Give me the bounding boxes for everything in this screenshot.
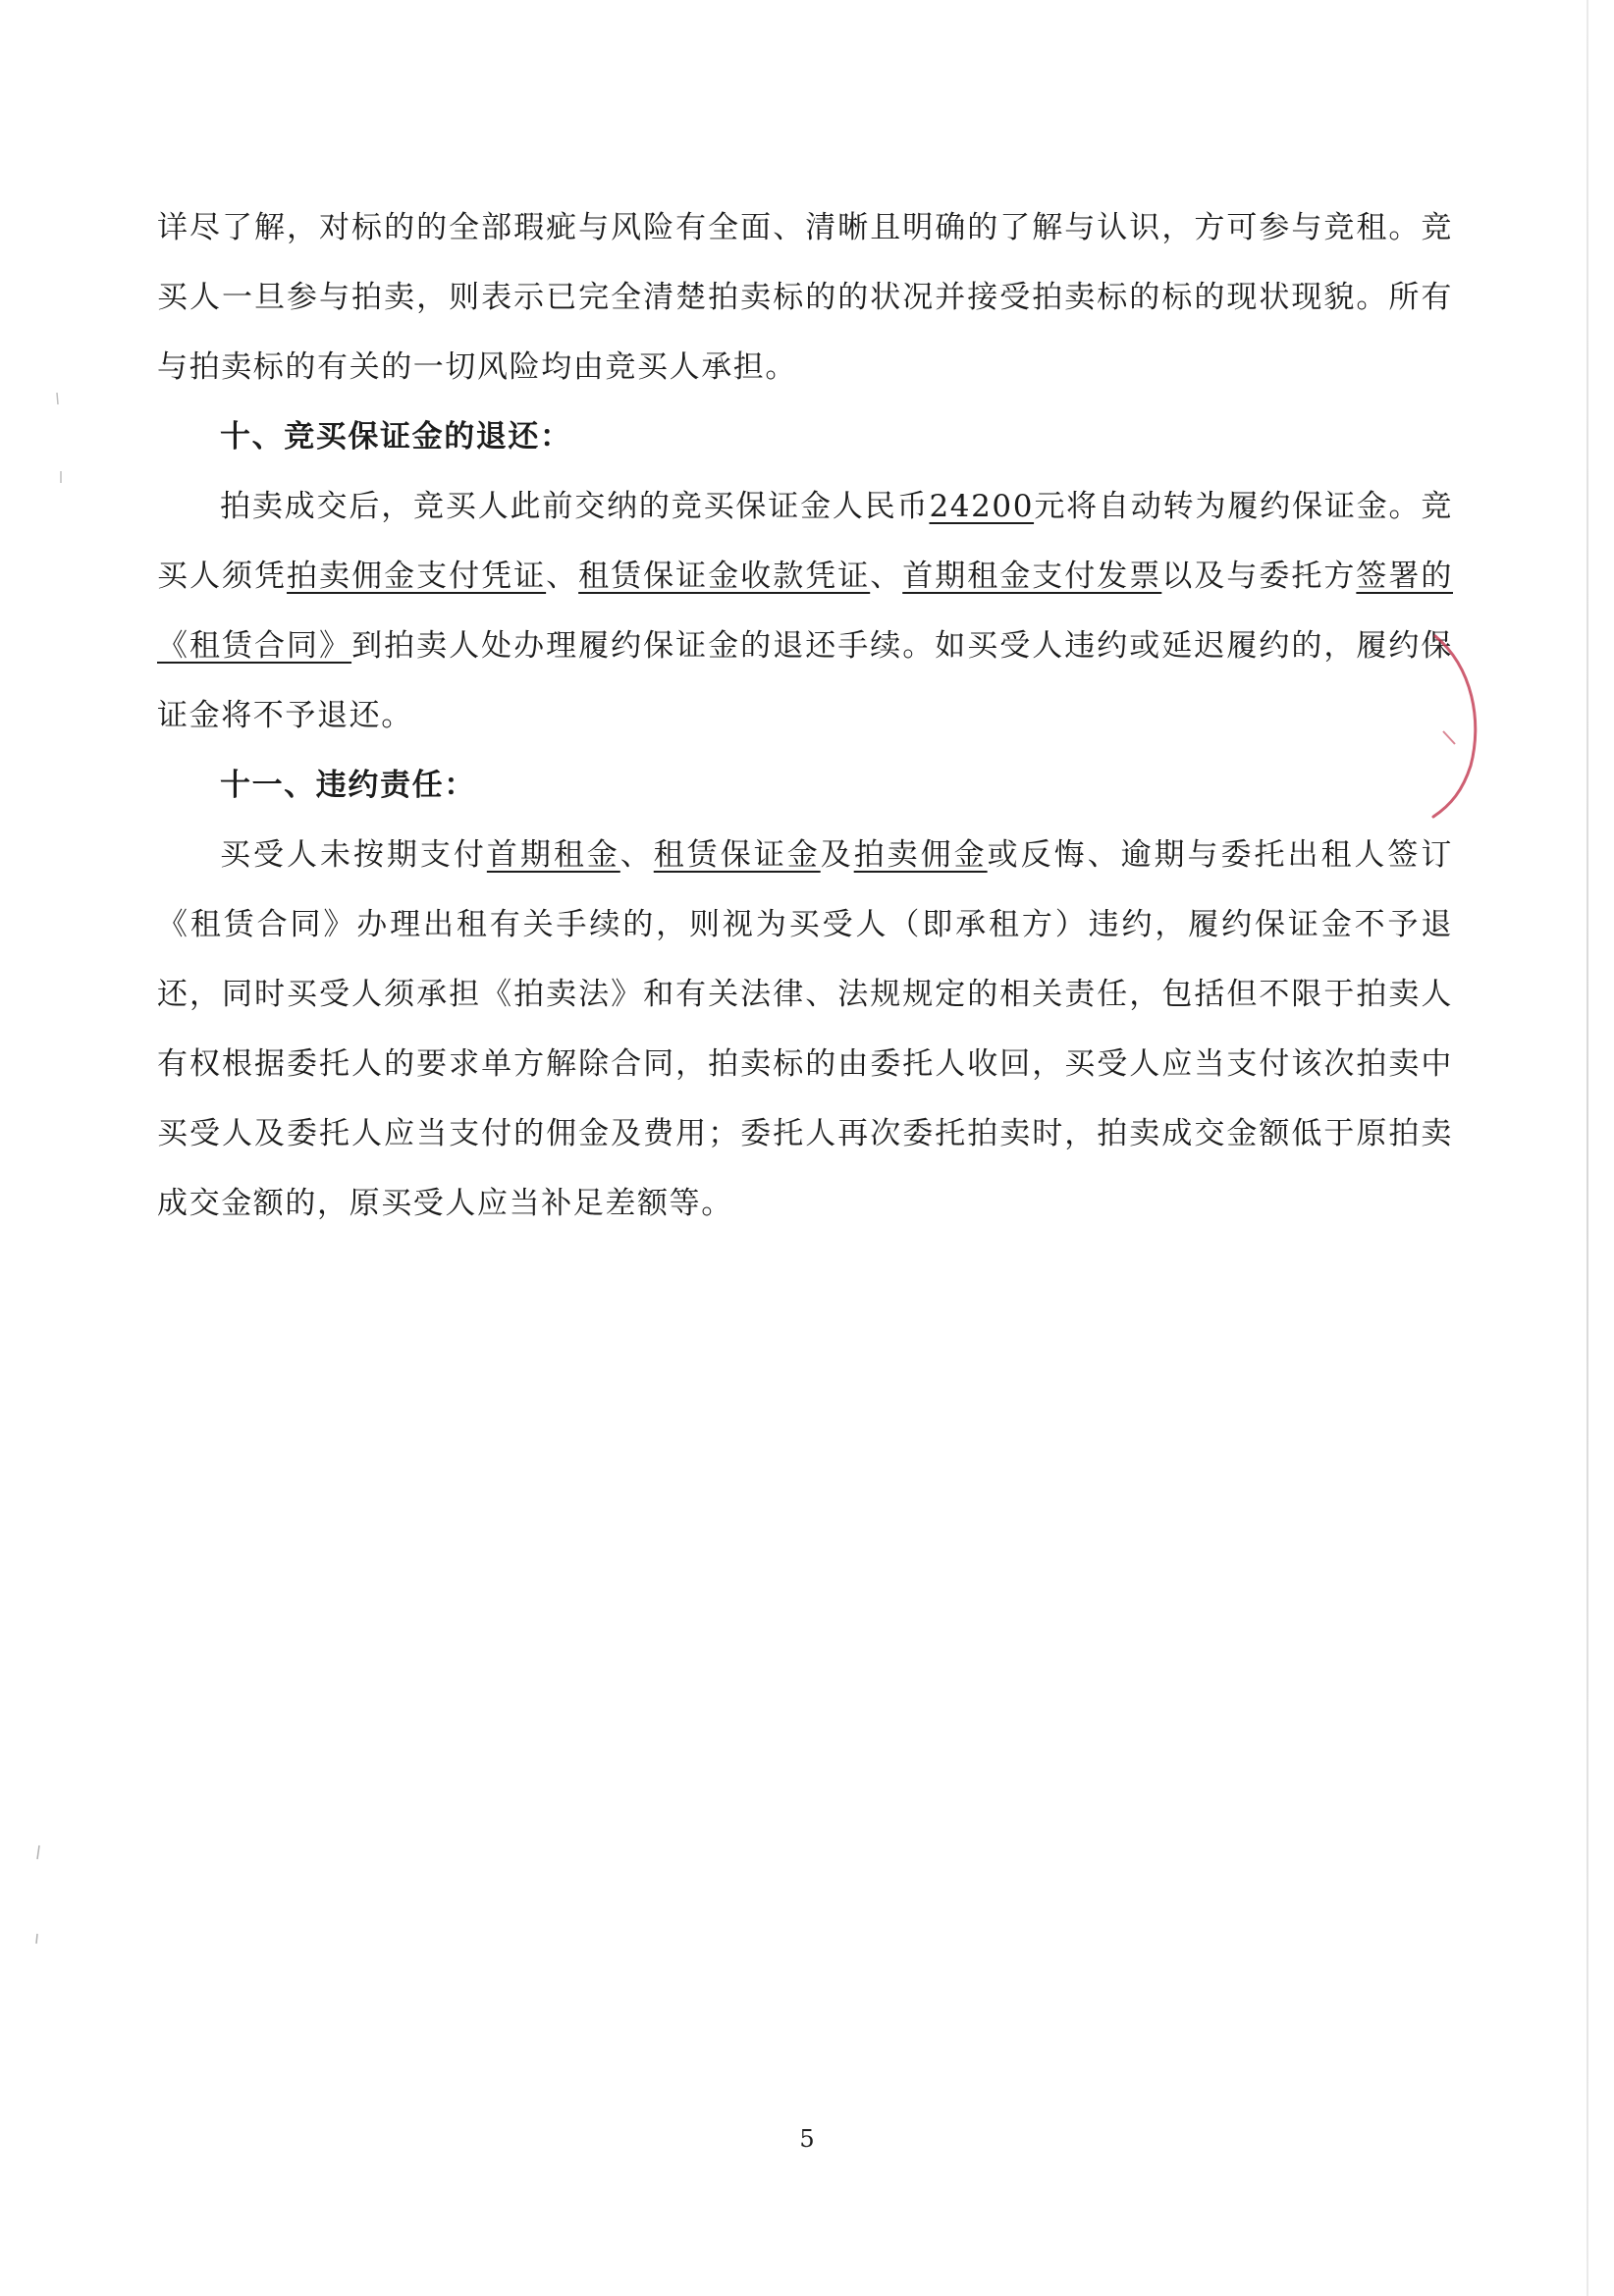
- paragraph-risk-disclaimer: [157, 193, 1453, 402]
- paragraph-deposit-refund: [157, 472, 1453, 751]
- scan-speck: [49, 383, 69, 501]
- scan-edge-line: [1587, 0, 1588, 2296]
- page-number: 5: [799, 2125, 815, 2153]
- deposit-amount: 24200: [929, 489, 1035, 524]
- auction-commission: 拍卖佣金: [853, 837, 988, 873]
- deposit-text-a: 拍卖成交后，竞买人此前交纳的竞买保证金人民币: [220, 489, 930, 524]
- breach-text-a: 买受人未按期支付: [220, 837, 487, 873]
- heading-deposit-refund-text: 十、竞买保证金的退还：: [220, 419, 572, 454]
- deposit-text-b: 元将自动转为履约保证金。竞买人须凭: [157, 489, 1453, 594]
- first-rent: 首期租金: [486, 837, 620, 873]
- commission-voucher: 拍卖佣金支付凭证: [287, 559, 547, 594]
- lease-deposit-voucher: 租赁保证金收款凭证: [578, 559, 871, 594]
- separator: 及: [820, 837, 854, 873]
- heading-breach-liability: [157, 751, 1453, 821]
- deposit-text-c: 以及与委托方: [1161, 559, 1357, 594]
- separator: 、: [619, 837, 654, 873]
- paragraph-breach-liability: [157, 821, 1453, 1239]
- deposit-text-d: 到拍卖人处办理履约保证金的退还手续。如买受人违约或延迟履约的，履约保证金将不予退还。: [157, 628, 1453, 733]
- separator: 、: [546, 559, 579, 594]
- heading-deposit-refund: [157, 402, 1453, 472]
- heading-breach-liability-text: 十一、违约责任：: [220, 768, 476, 803]
- lease-contract: 签署的《租赁合同》: [157, 559, 1453, 664]
- scan-speck: [27, 1836, 47, 1953]
- lease-deposit: 租赁保证金: [653, 837, 821, 873]
- first-rent-invoice: 首期租金支付发票: [902, 559, 1162, 594]
- breach-text-b: 或反悔、逾期与委托出租人签订《租赁合同》办理出租有关手续的，则视为买受人（即承租方）违约，履约保证金不予退还，同时买受人须承担《拍卖法》和有关法律、法规规定的相关责任，包括但不限于拍卖人有权根据委托人的要求单方解除合同，拍卖标的由委托人收回，买受人应当支付该次拍卖中买受人及委托人应当支付的佣金及费用；委托人再次委托拍卖时，拍卖成交金额低于原拍卖成交金额的，原买受人应当补足差额等。: [157, 837, 1453, 1221]
- separator: 、: [870, 559, 903, 594]
- paragraph-risk-text: 详尽了解，对标的的全部瑕疵与风险有全面、清晰且明确的了解与认识，方可参与竞租。竞买人一旦参与拍卖，则表示已完全清楚拍卖标的的状况并接受拍卖标的标的现状现貌。所有与拍卖标的有关的一切风险均由竞买人承担。: [157, 210, 1453, 385]
